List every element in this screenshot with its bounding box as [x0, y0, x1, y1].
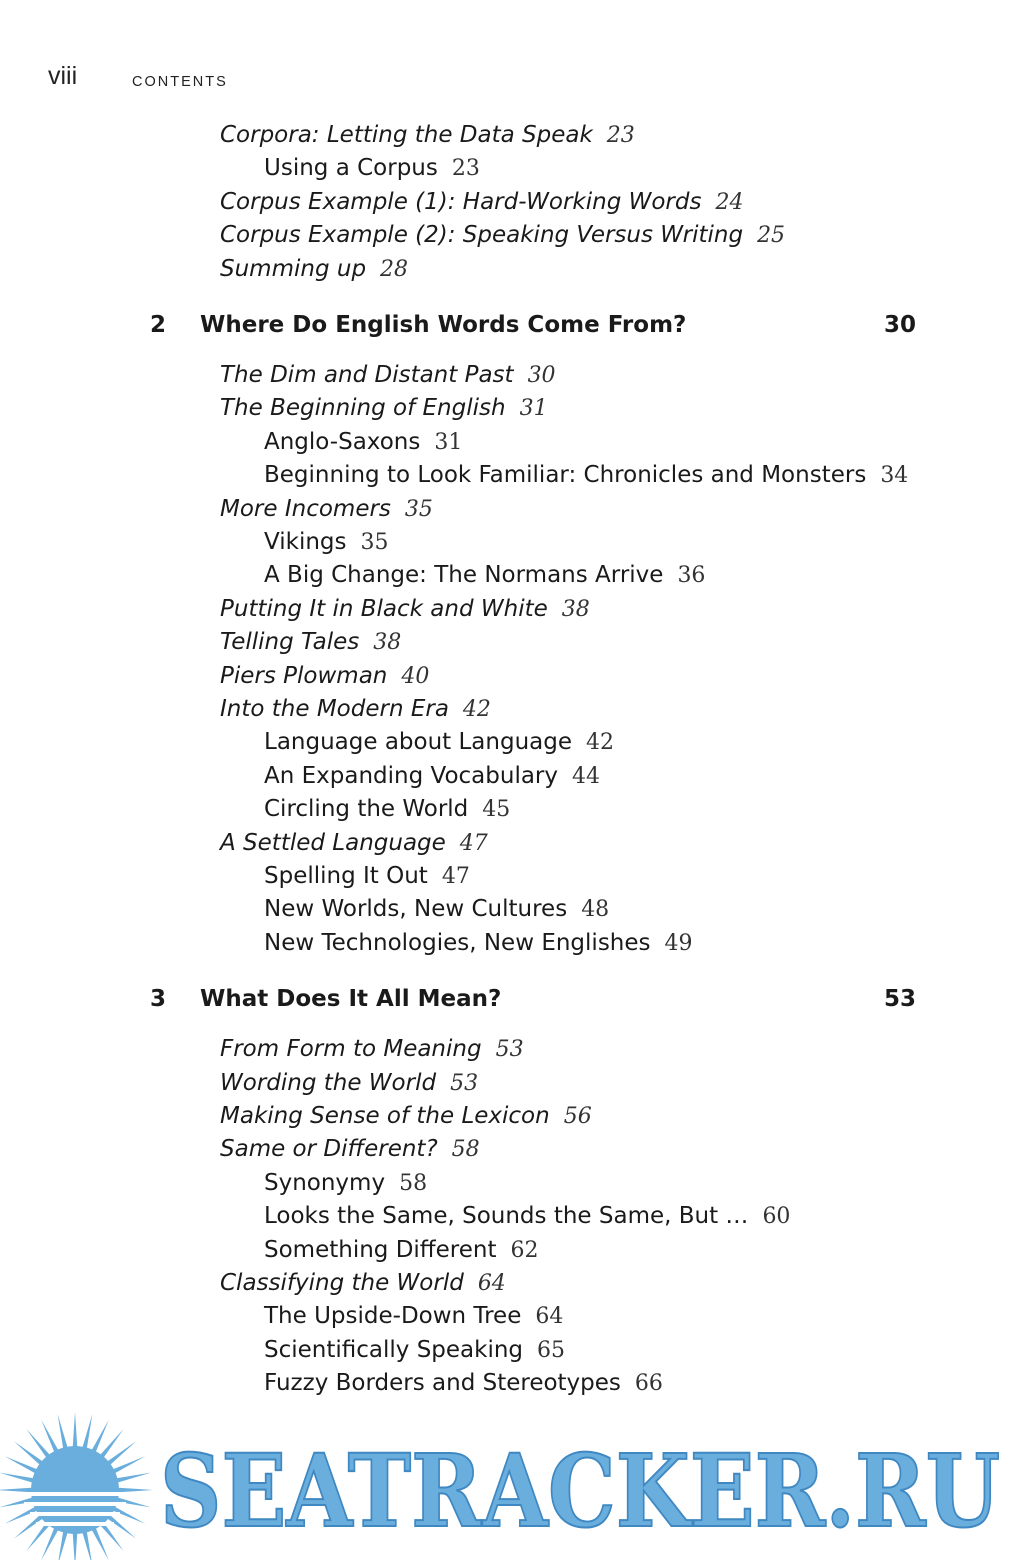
entry-title: Fuzzy Borders and Stereotypes: [264, 1370, 621, 1397]
entry-page-number: 58: [451, 1137, 480, 1163]
sun-ray: [82, 1414, 93, 1452]
toc-section-entry: [220, 220, 785, 250]
entry-page-number: 53: [450, 1070, 479, 1096]
entry-title: Scientifically Speaking: [264, 1336, 524, 1363]
entry-page-number: 40: [401, 663, 430, 689]
toc-section-entry: [220, 694, 491, 724]
sun-ray: [113, 1473, 151, 1484]
chapter-page-number: 53: [883, 986, 916, 1013]
toc-subsection-entry: [264, 928, 693, 958]
toc-subsection-entry: [264, 1201, 790, 1231]
entry-title: Corpus Example (1): Hard-Working Words: [220, 188, 702, 215]
entry-title: Vikings: [264, 529, 347, 555]
toc-subsection-entry: [264, 527, 389, 557]
toc-section-entry: [220, 360, 556, 390]
entry-page-number: 38: [561, 596, 590, 622]
sun-ray: [0, 1473, 37, 1484]
toc-subsection-entry: [264, 1335, 565, 1365]
toc-subsection-entry: [264, 153, 480, 183]
sun-logo-icon: [0, 1412, 153, 1560]
entry-page-number: 34: [880, 463, 909, 489]
entry-title: Classifying the World: [220, 1270, 464, 1296]
entry-page-number: 42: [586, 730, 614, 756]
toc-subsection-entry: [264, 861, 470, 891]
toc-subsection-entry: [264, 1235, 539, 1265]
toc-subsection-entry: [264, 427, 462, 457]
entry-title: Language about Language: [264, 729, 572, 756]
toc-section-entry: [220, 661, 429, 691]
toc-section-entry: [220, 1034, 524, 1064]
toc-section-entry: [220, 254, 408, 284]
page-number: viii: [48, 62, 78, 90]
entry-page-number: 36: [677, 563, 706, 589]
entry-title: A Settled Language: [220, 829, 446, 856]
entry-title: Telling Tales: [220, 629, 360, 656]
entry-page-number: 47: [441, 864, 470, 889]
sun-ray: [73, 1412, 78, 1450]
entry-title: New Worlds, New Cultures: [264, 896, 568, 923]
entry-title: Summing up: [220, 255, 367, 282]
toc-subsection-entry: [264, 460, 908, 490]
entry-title: Putting It in Black and White: [220, 595, 548, 622]
entry-page-number: 49: [664, 930, 693, 956]
entry-title: Same or Different?: [220, 1136, 438, 1163]
entry-page-number: 66: [634, 1371, 663, 1397]
toc-section-entry: [220, 1268, 506, 1298]
toc-section-entry: [220, 1101, 592, 1131]
watermark: [0, 1400, 1016, 1560]
entry-title: New Technologies, New Englishes: [264, 929, 651, 956]
entry-title: Looks the Same, Sounds the Same, But …: [264, 1203, 749, 1230]
toc-section-entry: [220, 1134, 480, 1164]
entry-title: The Upside-Down Tree: [264, 1303, 522, 1330]
chapter-number: 3: [150, 986, 167, 1013]
entry-page-number: 47: [459, 830, 488, 856]
entry-title: More Incomers: [220, 495, 391, 522]
toc-subsection-entry: [264, 794, 510, 824]
toc-section-entry: [220, 120, 635, 150]
entry-page-number: 45: [482, 797, 511, 823]
entry-page-number: 23: [451, 156, 480, 182]
entry-title: Into the Modern Era: [220, 696, 449, 722]
entry-page-number: 62: [510, 1237, 539, 1263]
entry-page-number: 31: [434, 429, 463, 455]
entry-page-number: 64: [477, 1271, 506, 1296]
entry-page-number: 24: [715, 189, 744, 215]
entry-title: Piers Plowman: [220, 662, 388, 689]
entry-page-number: 42: [462, 697, 491, 722]
toc-section-entry: [220, 187, 743, 217]
toc-section-entry: [220, 393, 548, 423]
sun-ray: [0, 1488, 35, 1493]
entry-page-number: 31: [519, 396, 548, 422]
toc-section-entry: [220, 594, 590, 624]
entry-title: Synonymy: [264, 1169, 386, 1196]
entry-title: The Beginning of English: [220, 395, 506, 422]
entry-title: The Dim and Distant Past: [220, 362, 514, 388]
entry-title: From Form to Meaning: [220, 1036, 482, 1063]
toc-subsection-entry: [264, 1301, 563, 1331]
toc-subsection-entry: [264, 761, 600, 791]
entry-page-number: 35: [404, 496, 433, 522]
sun-ray: [58, 1414, 69, 1452]
entry-page-number: 65: [537, 1337, 566, 1363]
toc-subsection-entry: [264, 1368, 663, 1398]
entry-page-number: 48: [581, 897, 610, 923]
entry-title: Wording the World: [220, 1069, 437, 1096]
entry-page-number: 38: [373, 630, 402, 656]
entry-page-number: 56: [563, 1104, 592, 1129]
toc-section-entry: [220, 494, 433, 524]
entry-title: Corpus Example (2): Speaking Versus Writing: [220, 222, 744, 249]
toc-subsection-entry: [264, 560, 705, 590]
chapter-title: What Does It All Mean?: [200, 986, 502, 1013]
chapter-heading: [150, 308, 916, 342]
entry-page-number: 23: [606, 123, 635, 148]
entry-title: Beginning to Look Familiar: Chronicles and Monsters: [264, 462, 867, 489]
entry-page-number: 35: [360, 530, 389, 555]
watermark-text: SEATRACKER.RU: [160, 1432, 1000, 1550]
entry-title: A Big Change: The Normans Arrive: [264, 562, 664, 589]
chapter-title: Where Do English Words Come From?: [200, 312, 687, 338]
sun-ray: [115, 1488, 153, 1493]
toc-section-entry: [220, 1068, 478, 1098]
entry-title: Anglo-Saxons: [264, 428, 421, 455]
entry-page-number: 58: [399, 1170, 428, 1196]
toc-section-entry: [220, 828, 488, 858]
entry-title: Making Sense of the Lexicon: [220, 1103, 550, 1129]
entry-title: Corpora: Letting the Data Speak: [220, 122, 593, 148]
entry-page-number: 44: [572, 763, 601, 789]
chapter-number: 2: [150, 312, 167, 338]
entry-page-number: 25: [757, 223, 786, 249]
entry-page-number: 64: [535, 1304, 564, 1330]
entry-title: Something Different: [264, 1236, 497, 1263]
entry-title: An Expanding Vocabulary: [264, 762, 559, 789]
entry-page-number: 30: [527, 363, 556, 388]
entry-page-number: 60: [762, 1204, 791, 1230]
toc-section-entry: [220, 627, 401, 657]
toc-subsection-entry: [264, 1168, 427, 1198]
entry-title: Spelling It Out: [264, 863, 428, 889]
entry-title: Circling the World: [264, 796, 469, 823]
entry-title: Using a Corpus: [264, 155, 438, 182]
chapter-heading: [150, 982, 916, 1016]
toc-subsection-entry: [264, 894, 609, 924]
sun-disc: [31, 1446, 119, 1534]
entry-page-number: 53: [495, 1037, 524, 1063]
toc-subsection-entry: [264, 727, 614, 757]
sun-ray: [73, 1530, 78, 1560]
chapter-page-number: 30: [883, 312, 916, 338]
running-head: CONTENTS: [132, 74, 228, 90]
entry-page-number: 28: [380, 256, 409, 282]
